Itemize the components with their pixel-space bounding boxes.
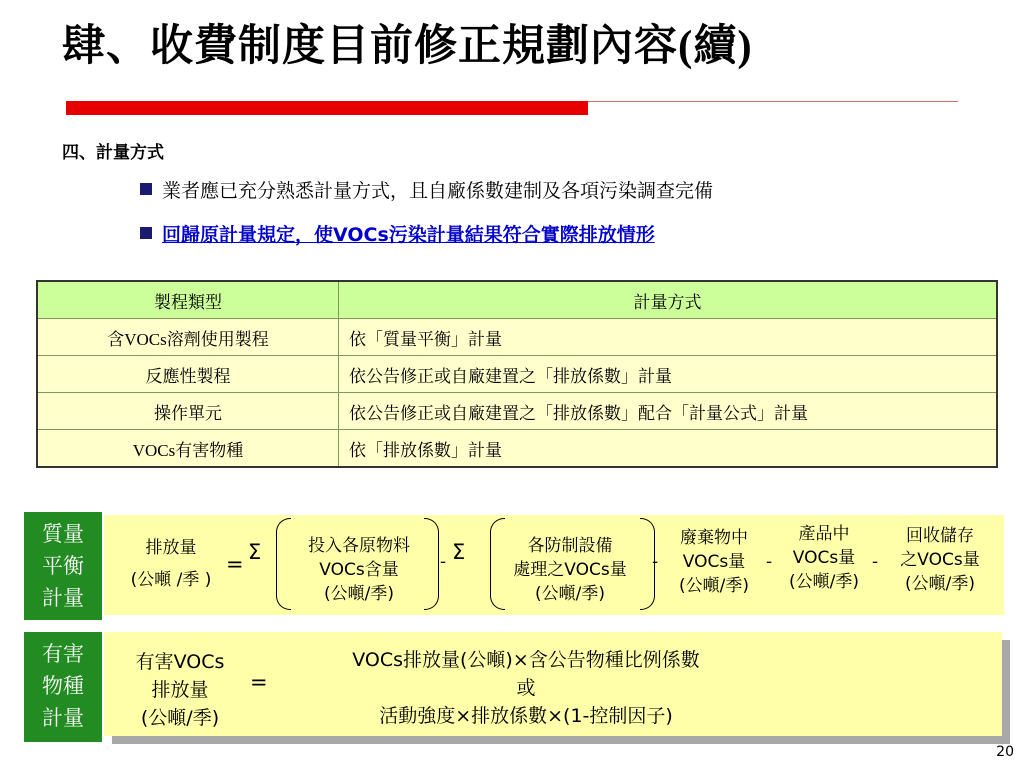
title-underline-bar — [66, 101, 588, 115]
minus-sign: - — [872, 552, 879, 572]
table-header-row — [37, 281, 997, 319]
minus-sign: - — [440, 552, 447, 572]
control-device-term: 各防制設備 處理之VOCs量 (公噸/季) — [513, 536, 627, 604]
table-cell: 反應性製程 — [37, 356, 339, 393]
minus-sign: - — [652, 552, 659, 572]
right-bracket — [424, 518, 439, 610]
product-term: 產品中 VOCs量 (公噸/季) — [789, 524, 859, 592]
page-number: 20 — [996, 744, 1014, 760]
hazardous-emission-term: 有害VOCs 排放量 (公噸/季) — [135, 651, 225, 729]
table-cell: 依「排放係數」計量 — [339, 430, 998, 468]
table-cell: VOCs有害物種 — [37, 430, 339, 468]
input-voc-term: 投入各原物料 VOCs含量 (公噸/季) — [308, 536, 410, 604]
table-row — [37, 319, 997, 356]
table-row — [37, 393, 997, 430]
table-header-method: 計量方式 — [339, 281, 998, 319]
table-cell: 操作單元 — [37, 393, 339, 430]
table-cell: 依「質量平衡」計量 — [339, 319, 998, 356]
table-row — [37, 356, 997, 393]
sigma-sign: Σ — [452, 540, 466, 564]
table-row — [37, 430, 997, 468]
title-underline-rule — [588, 101, 958, 102]
hazardous-formula: VOCs排放量(公噸)×含公告物種比例係數 或 活動強度×排放係數×(1-控制因子) — [352, 649, 700, 727]
table-cell: 依公告修正或自廠建置之「排放係數」配合「計量公式」計量 — [339, 393, 998, 430]
table-cell: 依公告修正或自廠建置之「排放係數」計量 — [339, 356, 998, 393]
emission-label: 排放量 (公噸 /季 ) — [130, 538, 212, 590]
recovery-term: 回收儲存 之VOCs量 (公噸/季) — [900, 526, 980, 594]
table-header-process-type: 製程類型 — [37, 281, 339, 319]
bullet-item-2: 回歸原計量規定，使VOCs污染計量結果符合實際排放情形 — [140, 220, 655, 247]
square-bullet-icon — [140, 183, 152, 195]
bullet-item-1: 業者應已充分熟悉計量方式，且自廠係數建制及各項污染調查完備 — [140, 176, 713, 203]
square-bullet-icon — [140, 227, 152, 239]
minus-sign: - — [766, 552, 773, 572]
sigma-sign: Σ — [248, 540, 262, 564]
hazardous-label: 有害 物種 計量 — [24, 632, 102, 742]
table-cell: 含VOCs溶劑使用製程 — [37, 319, 339, 356]
section-heading: 四、計量方式 — [62, 143, 164, 163]
equals-sign: = — [226, 552, 244, 576]
measurement-table — [36, 280, 998, 468]
page-title: 肆、收費制度目前修正規劃內容(續) — [62, 21, 753, 71]
equals-sign: = — [250, 670, 268, 694]
waste-term: 廢棄物中 VOCs量 (公噸/季) — [679, 528, 749, 596]
mass-balance-label: 質量 平衡 計量 — [24, 512, 102, 620]
